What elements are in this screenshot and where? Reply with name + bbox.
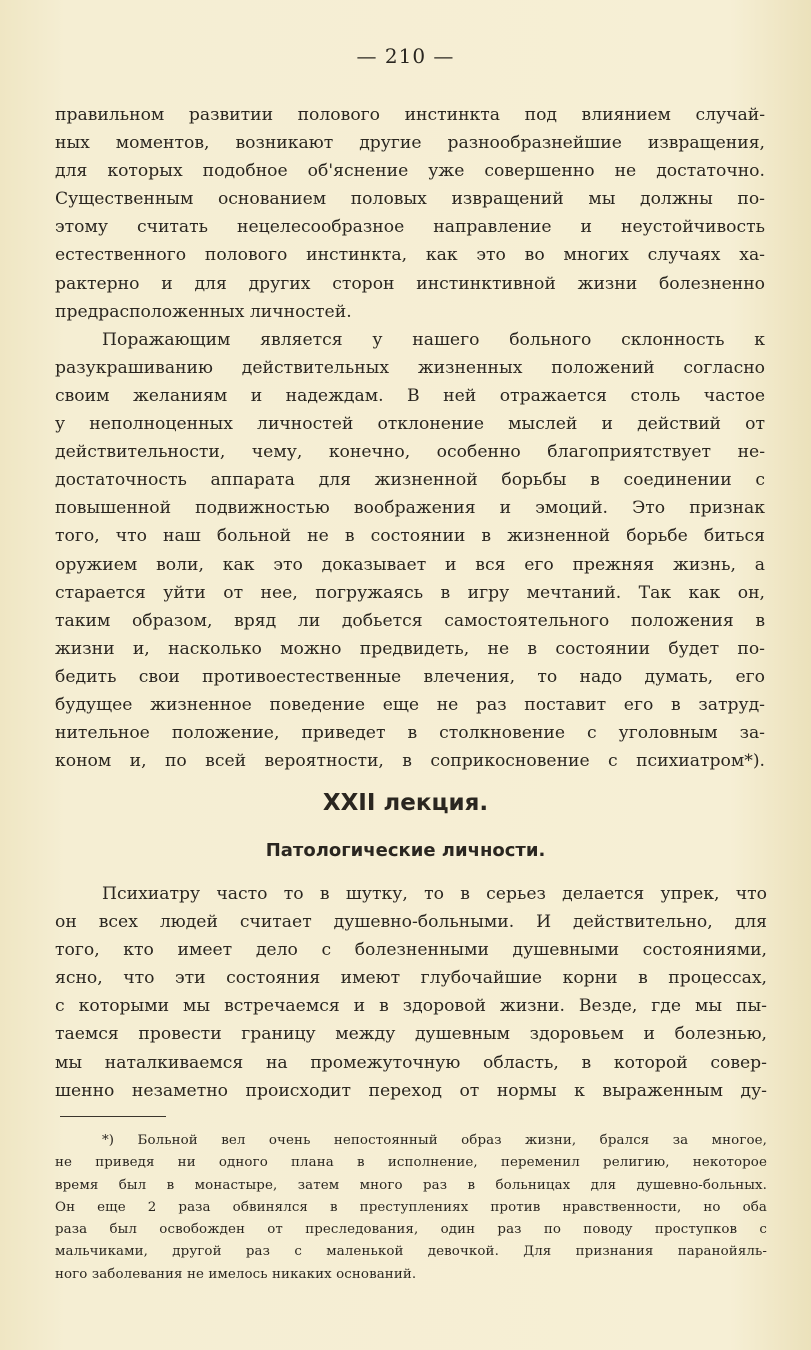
- text-line: мы наталкиваемся на промежуточную область, в которой совер-: [55, 1052, 767, 1073]
- text-line: того, что наш больной не в состоянии в жизненной борьбе биться: [55, 526, 765, 547]
- paragraph-3: [55, 880, 767, 1105]
- footnote-line: ного заболевания не имелось никаких оснований.: [55, 1266, 417, 1282]
- page-number: — 210 —: [356, 44, 455, 68]
- text-line: он всех людей считает душевно-больными. И действительно, для: [55, 912, 767, 933]
- text-line: будущее жизненное поведение еще не раз поставит его в затруд-: [55, 694, 765, 715]
- footnote-line: мальчиками, другой раз с маленькой девочкой. Для признания паранойяль-: [55, 1244, 767, 1260]
- paragraph-2: [55, 326, 765, 776]
- text-line: Существенным основанием половых извращений мы должны по-: [55, 189, 765, 210]
- text-line: оружием воли, как это доказывает и вся его прежняя жизнь, а: [55, 554, 765, 575]
- section-title: Патологические личности.: [265, 840, 546, 861]
- text-line: ясно, что эти состояния имеют глубочайшие корни в процессах,: [55, 968, 767, 989]
- text-line: предрасположенных личностей.: [55, 301, 352, 322]
- text-line: коном и, по всей вероятности, в соприкосновение с психиатром*).: [55, 751, 765, 772]
- text-line: естественного полового инстинкта, как это во многих случаях ха-: [55, 245, 765, 266]
- text-line: для которых подобное об'яснение уже совершенно не достаточно.: [55, 161, 765, 182]
- text-line: действительности, чему, конечно, особенно благоприятствует не-: [55, 442, 765, 463]
- footnote: [55, 1130, 767, 1286]
- text-line: старается уйти от нее, погружаясь в игру мечтаний. Так как он,: [55, 582, 765, 603]
- footnote-line: раза был освобожден от преследования, один раз по поводу проступков с: [55, 1222, 767, 1238]
- text-line: Поражающим является у нашего больного склонность к: [102, 329, 765, 350]
- text-line: своим желаниям и надеждам. В ней отражается столь частое: [55, 385, 765, 406]
- text-line: бедить свои противоестественные влечения, то надо думать, его: [55, 666, 765, 687]
- text-line: таким образом, вряд ли добьется самостоятельного положения в: [55, 610, 765, 631]
- text-line: таемся провести границу между душевным здоровьем и болезнью,: [55, 1024, 767, 1045]
- text-line: повышенной подвижностью воображения и эмоций. Это признак: [55, 498, 765, 519]
- text-line: разукрашиванию действительных жизненных положений согласно: [55, 357, 765, 378]
- text-line: шенно незаметно происходит переход от нормы к выраженным ду-: [55, 1080, 767, 1101]
- footnote-line: время был в монастыре, затем много раз в больницах для душевно-больных.: [55, 1177, 767, 1193]
- text-line: с которыми мы встречаемся и в здоровой жизни. Везде, где мы пы-: [55, 996, 767, 1017]
- text-line: этому считать нецелесообразное направление и неустойчивость: [55, 217, 765, 238]
- footnote-divider: [60, 1116, 166, 1117]
- text-line: того, кто имеет дело с болезненными душевными состояниями,: [55, 940, 767, 961]
- footnote-line: не приведя ни одного плана в исполнение, переменил религию, некоторое: [55, 1155, 767, 1171]
- footnote-line: *) Больной вел очень непостоянный образ жизни, брался за многое,: [102, 1133, 767, 1148]
- text-line: достаточность аппарата для жизненной борьбы в соединении с: [55, 470, 765, 491]
- text-line: нительное положение, приведет в столкновение с уголовным за-: [55, 723, 765, 744]
- text-line: ных моментов, возникают другие разнообразнейшие извращения,: [55, 133, 765, 154]
- paragraph-1: [55, 101, 765, 775]
- text-line: Психиатру часто то в шутку, то в серьез делается упрек, что: [102, 884, 767, 904]
- text-line: рактерно и для других сторон инстинктивной жизни болезненно: [55, 273, 765, 294]
- lecture-title: XXII лекция.: [322, 790, 489, 816]
- footnote-line: Он еще 2 раза обвинялся в преступлениях против нравственности, но оба: [55, 1199, 767, 1215]
- text-line: правильном развитии полового инстинкта под влиянием случай-: [55, 105, 765, 125]
- text-line: у неполноценных личностей отклонение мыслей и действий от: [55, 414, 765, 435]
- text-line: жизни и, насколько можно предвидеть, не в состоянии будет по-: [55, 638, 765, 659]
